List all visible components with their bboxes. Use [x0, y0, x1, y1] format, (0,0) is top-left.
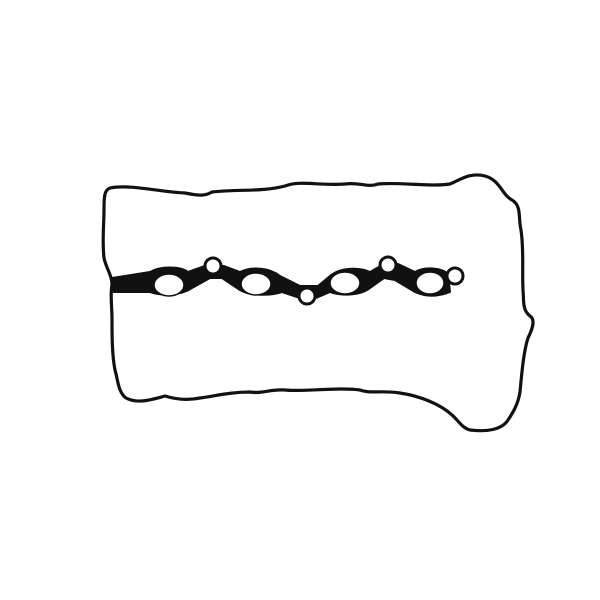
port-hole-3 — [330, 272, 360, 294]
bolt-hole-2 — [299, 288, 315, 304]
port-hole-4 — [416, 272, 444, 294]
bolt-hole-1 — [205, 258, 221, 274]
port-hole-1 — [154, 274, 184, 296]
bolt-hole-3 — [380, 257, 396, 273]
bolt-hole-4 — [447, 268, 463, 284]
port-hole-2 — [241, 273, 271, 295]
gasket-outer-outline — [103, 175, 533, 431]
